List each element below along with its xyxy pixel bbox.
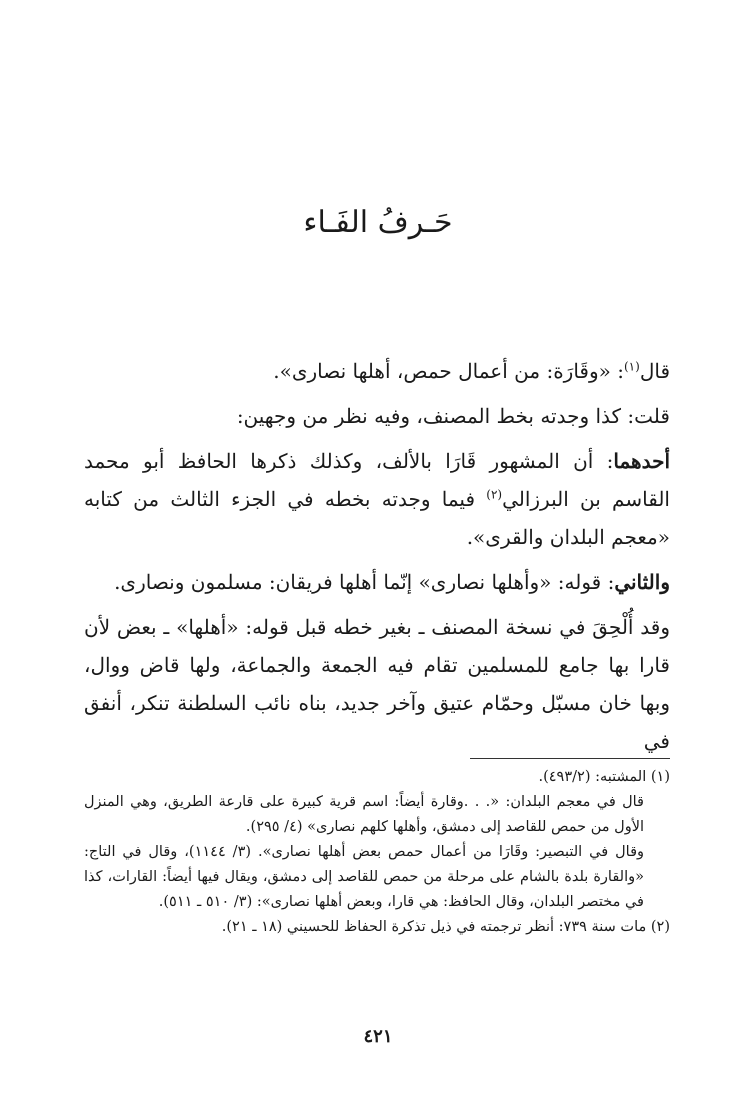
paragraph-4 [84,563,670,601]
paragraph-1 [84,352,670,390]
footnotes [84,765,670,940]
footnote-1: (١) المشتبه: (٤٩٣/٢). [538,769,670,785]
p4-lead: والثاني [614,570,670,594]
paragraph-2: قلت: كذا وجدته بخط المصنف، وفيه نظر من وجهين: [236,404,670,428]
p3-lead: أحدهما [613,449,670,473]
p4-text: : قوله: «وأهلها نصارى» إنّما أهلها فريقان: مسلمون ونصارى. [114,570,615,594]
footnote-ref-2: (٢) [486,487,503,502]
footnote-1-detail-a: قال في معجم البلدان: «. . .وقارة أيضاً: اسم قرية كبيرة على قارعة الطريق، وهي المنزل الأول من حمص للقاصد إلى دمشق، وأهلها كلهم نصارى» (٤/ ٢٩٥). [84,794,644,835]
footnote-1-detail-b: وقال في التبصير: وقَارَا من أعمال حمص بعض أهلها نصارى». (٣/ ١١٤٤)، وقال في التاج: «والقارة بلدة بالشام على مرحلة من حمص للقاصد إلى دمشق، ويقال فيها أيضاً: القارات، كذا في مختصر البلدان، وقال الحافظ: هي قارا، وبعض أهلها نصارى»: (٣/ ٥١٠ ـ ٥١١). [84,844,644,910]
footnote-2: (٢) مات سنة ٧٣٩: أنظر ترجمته في ذيل تذكرة الحفاظ للحسيني (١٨ ـ ٢١). [221,919,670,935]
p1-main: قال [639,359,670,383]
chapter-title: حَـرفُ الفَـاء [303,205,453,240]
p3-text-b: فيما وجدته بخطه في الجزء الثالث من كتابه «معجم البلدان والقرى». [84,487,670,549]
main-text [84,352,670,767]
footnote-divider [470,758,670,759]
paragraph-3 [84,442,670,556]
p1-rest: : «وقَارَة: من أعمال حمص، أهلها نصارى». [273,359,624,383]
page-number: ٤٢١ [363,1026,393,1047]
paragraph-5: وقد أُلْحِقَ في نسخة المصنف ـ بغير خطه قبل قوله: «أهلها» ـ بعض لأن قارا بها جامع للمسلمين تقام فيه الجمعة والجماعة، ولها قاض ووال، وبها خان مسبّل وحمّام عتيق وآخر جديد، بناه نائب السلطنة تنكر، أنفق في [84,615,670,753]
p3-text-a: : أن المشهور قَارَا بالألف، وكذلك ذكرها الحافظ أبو محمد القاسم بن البرزالي [84,449,670,511]
footnote-ref-1: (١) [623,359,640,374]
